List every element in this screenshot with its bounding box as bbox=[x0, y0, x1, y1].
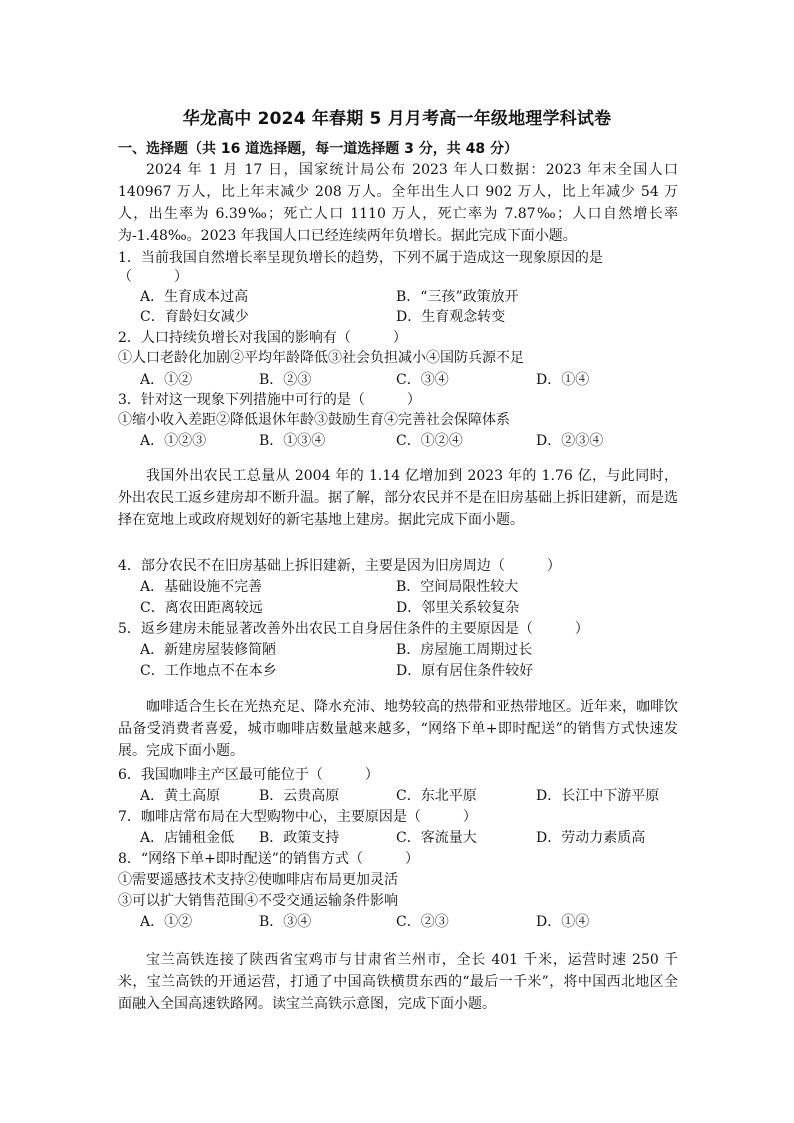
question-8-option-a[interactable]: A．①② bbox=[140, 914, 193, 930]
question-3-stem: 3．针对这一现象下列措施中可行的是（ ） bbox=[118, 392, 421, 408]
page-title: 华龙高中 2024 年春期 5 月月考高一年级地理学科试卷 bbox=[182, 109, 612, 129]
question-3-option-b[interactable]: B．①③④ bbox=[259, 433, 326, 449]
question-5-option-b[interactable]: B．房屋施工周期过长 bbox=[396, 642, 533, 658]
question-8-items-1: ①需要遥感技术支持②使咖啡店布局更加灵活 bbox=[118, 872, 398, 888]
question-2-option-a[interactable]: A．①② bbox=[140, 372, 193, 388]
question-1-option-c[interactable]: C．育龄妇女减少 bbox=[140, 309, 249, 325]
question-5-option-c[interactable]: C．工作地点不在本乡 bbox=[140, 663, 277, 679]
question-2-option-d[interactable]: D．①④ bbox=[536, 372, 590, 388]
question-6-stem: 6．我国咖啡主产区最可能位于（ ） bbox=[118, 767, 379, 783]
question-4-stem: 4．部分农民不在旧房基础上拆旧建新，主要是因为旧房周边（ ） bbox=[118, 558, 561, 574]
question-8-option-c[interactable]: C．②③ bbox=[396, 914, 449, 930]
question-8-stem: 8．“网络下单+即时配送”的销售方式（ ） bbox=[118, 851, 419, 867]
question-8-option-b[interactable]: B．③④ bbox=[259, 914, 312, 930]
passage-migrant-workers: 我国外出农民工总量从 2004 年的 1.14 亿增加到 2023 年的 1.76 亿，与此同时，外出农民工返乡建房却不断升温。据了解，部分农民并不是在旧房基础上拆旧建新，而是选择在宽地上或政府规划好的新宅基地上建房。据此完成下面小题。 bbox=[118, 468, 678, 528]
question-2-stem: 2．人口持续负增长对我国的影响有（ ） bbox=[118, 330, 407, 346]
question-4-option-b[interactable]: B．空间局限性较大 bbox=[396, 579, 519, 595]
question-1-option-a[interactable]: A．生育成本过高 bbox=[140, 289, 249, 305]
question-5-option-d[interactable]: D．原有居住条件较好 bbox=[396, 663, 534, 679]
question-4-option-d[interactable]: D．邻里关系较复杂 bbox=[396, 600, 520, 616]
question-2-option-b[interactable]: B．②③ bbox=[259, 372, 312, 388]
question-6-option-a[interactable]: A．黄土高原 bbox=[140, 788, 221, 804]
question-3-items: ①缩小收入差距②降低退休年龄③鼓励生育④完善社会保障体系 bbox=[118, 412, 510, 428]
section-heading: 一、选择题（共 16 道选择题，每一道选择题 3 分，共 48 分） bbox=[118, 141, 518, 157]
question-5-stem: 5．返乡建房未能显著改善外出农民工自身居住条件的主要原因是（ ） bbox=[118, 621, 589, 637]
question-4-option-a[interactable]: A．基础设施不完善 bbox=[140, 579, 263, 595]
question-2-option-c[interactable]: C．③④ bbox=[396, 372, 449, 388]
question-7-option-b[interactable]: B．政策支持 bbox=[259, 830, 340, 846]
question-7-option-c[interactable]: C．客流量大 bbox=[396, 830, 477, 846]
question-3-option-a[interactable]: A．①②③ bbox=[140, 433, 207, 449]
question-6-option-b[interactable]: B．云贵高原 bbox=[259, 788, 340, 804]
question-5-option-a[interactable]: A．新建房屋装修简陋 bbox=[140, 642, 277, 658]
question-7-option-d[interactable]: D．劳动力素质高 bbox=[536, 830, 646, 846]
passage-coffee: 咖啡适合生长在光热充足、降水充沛、地势较高的热带和亚热带地区。近年来，咖啡饮品备受消费者喜爱，城市咖啡店数量越来越多，“网络下单+即时配送”的销售方式快速发展。完成下面小题。 bbox=[118, 699, 678, 759]
question-3-option-d[interactable]: D．②③④ bbox=[536, 433, 604, 449]
question-7-stem: 7．咖啡店常布局在大型购物中心，主要原因是（ ） bbox=[118, 809, 477, 825]
question-6-option-c[interactable]: C．东北平原 bbox=[396, 788, 477, 804]
question-1-blank: （ ） bbox=[118, 269, 188, 285]
question-7-option-a[interactable]: A．店铺租金低 bbox=[140, 830, 235, 846]
question-4-option-c[interactable]: C．离农田距离较远 bbox=[140, 600, 263, 616]
question-1-option-d[interactable]: D．生育观念转变 bbox=[396, 309, 506, 325]
question-8-option-d[interactable]: D．①④ bbox=[536, 914, 590, 930]
question-1-option-b[interactable]: B．“三孩”政策放开 bbox=[396, 289, 519, 305]
question-1-stem: 1．当前我国自然增长率呈现负增长的趋势，下列不属于造成这一现象原因的是 bbox=[118, 250, 603, 266]
question-2-items: ①人口老龄化加剧②平均年龄降低③社会负担减小④国防兵源不足 bbox=[118, 350, 524, 366]
passage-population: 2024 年 1 月 17 日，国家统计局公布 2023 年人口数据：2023 年末全国人口 140967 万人，比上年末减少 208 万人。全年出生人口 902 万人，比上年减少 54 万人，出生率为 6.39‰；死亡人口 1110 万人，死亡率为 7.87‰；人口自然增长率为-1.48‰。2023 年我国人口已经连续两年负增长。据此完成下面小题。 bbox=[118, 162, 678, 244]
passage-railway: 宝兰高铁连接了陕西省宝鸡市与甘肃省兰州市，全长 401 千米，运营时速 250 千米，宝兰高铁的开通运营，打通了中国高铁横贯东西的“最后一千米”，将中国西北地区全面融入全国高速铁路网。读宝兰高铁示意图，完成下面小题。 bbox=[118, 952, 678, 1012]
question-6-option-d[interactable]: D．长江中下游平原 bbox=[536, 788, 660, 804]
question-3-option-c[interactable]: C．①②④ bbox=[396, 433, 463, 449]
question-8-items-2: ③可以扩大销售范围④不受交通运输条件影响 bbox=[118, 893, 398, 909]
